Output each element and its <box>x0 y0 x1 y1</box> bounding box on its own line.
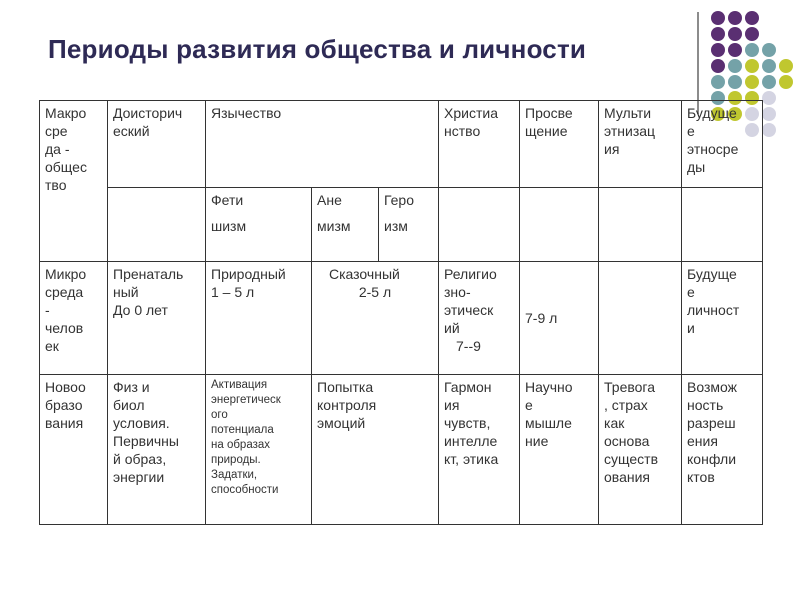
cell-fetishism: Фети шизм <box>206 188 312 262</box>
cell-multiethnicity: Мульти этнизац ия <box>599 101 682 188</box>
decorative-dot <box>779 59 793 73</box>
periods-table <box>39 100 763 525</box>
cell-harmony: Гармон ия чувств, интелле кт, этика <box>439 375 520 525</box>
cell-enlightenment: Просве щение <box>520 101 599 188</box>
cell-heroism: Геро изм <box>379 188 439 262</box>
decorative-dot <box>728 11 742 25</box>
decorative-dot <box>745 75 759 89</box>
decorative-dot <box>711 27 725 41</box>
decorative-dot <box>728 43 742 57</box>
decorative-dot <box>745 43 759 57</box>
cell-phys: Физ и биол условия. Первичны й образ, энергии <box>108 375 206 525</box>
cell-prenatal: Пренаталь ный До 0 лет <box>108 262 206 375</box>
cell-empty <box>682 188 763 262</box>
cell-activation: Активация энергетическ ого потенциала на образах природы. Задатки, способности <box>206 375 312 525</box>
cell-empty <box>520 188 599 262</box>
cell-religious: Религио зно- этическ ий 7--9 <box>439 262 520 375</box>
cell-empty <box>108 188 206 262</box>
decorative-dot <box>762 91 776 105</box>
cell-age: 7-9 л <box>520 262 599 375</box>
decorative-dot <box>711 43 725 57</box>
cell-empty <box>599 188 682 262</box>
cell-emotion-control: Попытка контроля эмоций <box>312 375 439 525</box>
cell-christianity: Христиа нство <box>439 101 520 188</box>
decorative-dot <box>762 107 776 121</box>
cell-micro-header: Микро среда - челов ек <box>40 262 108 375</box>
decorative-dot <box>728 27 742 41</box>
decorative-dot <box>711 59 725 73</box>
table-row-micro <box>40 262 763 375</box>
decorative-dot <box>745 27 759 41</box>
cell-anxiety: Тревога , страх как основа существ ования <box>599 375 682 525</box>
cell-future-ethnic: Будуще е этносре ды <box>682 101 763 188</box>
cell-paganism: Язычество <box>206 101 439 188</box>
table-row-paganism-forms <box>40 188 763 262</box>
decorative-dot <box>779 75 793 89</box>
decorative-dot <box>762 123 776 137</box>
decorative-dot <box>762 59 776 73</box>
decorative-dot <box>728 59 742 73</box>
page-title: Периоды развития общества и личности <box>48 34 587 64</box>
decorative-dot <box>711 11 725 25</box>
cell-macro-header: Макро сре да - общес тво <box>40 101 108 262</box>
cell-animism: Ане мизм <box>312 188 379 262</box>
cell-possibility: Возмож ность разреш ения конфли ктов <box>682 375 763 525</box>
cell-prehistoric: Доисторич еский <box>108 101 206 188</box>
table-row-macro <box>40 101 763 188</box>
cell-fairy: Сказочный 2-5 л <box>312 262 439 375</box>
decorative-dot <box>762 43 776 57</box>
decorative-dot <box>745 11 759 25</box>
decorative-dot <box>745 59 759 73</box>
decorative-dot <box>728 75 742 89</box>
cell-empty <box>439 188 520 262</box>
cell-empty <box>599 262 682 375</box>
cell-natural: Природный 1 – 5 л <box>206 262 312 375</box>
cell-neo-header: Новоо бразо вания <box>40 375 108 525</box>
table-row-neoformations <box>40 375 763 525</box>
cell-future-personality: Будуще е личност и <box>682 262 763 375</box>
decorative-vertical-line <box>697 12 699 114</box>
decorative-dot <box>762 75 776 89</box>
decorative-dot <box>711 75 725 89</box>
cell-science: Научно е мышле ние <box>520 375 599 525</box>
